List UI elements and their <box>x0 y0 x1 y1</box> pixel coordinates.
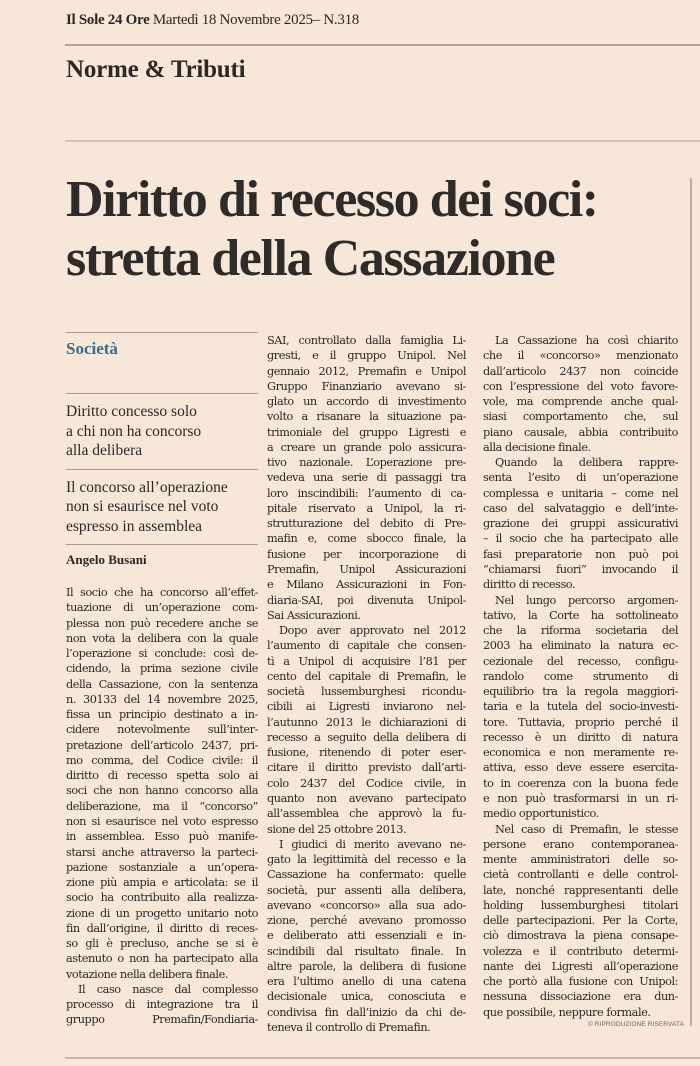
body-text-line: Nel lungo percorso argomen- <box>495 593 678 607</box>
subhead-line: alla delibera <box>66 442 143 459</box>
body-text-line: cidere notevolmente sull’inter- <box>66 723 258 737</box>
body-text-line: cietà controllanti e delle control- <box>483 868 678 882</box>
body-text-line: plessa non può recedere anche se <box>66 616 258 630</box>
body-text-line: vole, ma comprende anche qual- <box>483 395 678 409</box>
body-text-line: tì a Unipol di acquisire l’81 per <box>267 654 466 668</box>
body-text-line: economica e non meramente re- <box>483 746 678 760</box>
body-text-line: caso del salvataggio e dell’inte- <box>483 501 678 515</box>
body-text-line: fasi preparatorie non può poi <box>483 547 678 561</box>
body-text-line: processo di integrazione tra il <box>66 998 258 1012</box>
body-text-line: e deliberato atti essenziali e in- <box>267 929 466 943</box>
body-text-line: avevano «concorso» alla sua ado- <box>267 898 466 912</box>
article-column-3 <box>483 333 678 1020</box>
body-text-line: votazione nella delibera finale. <box>66 967 228 981</box>
body-text-line: ciò dimostrava la piena consape- <box>483 929 678 943</box>
sidebar-divider <box>66 332 258 333</box>
body-text-line: con l’espressione del voto favore- <box>483 379 678 393</box>
body-text-line: che il «concorso» menzionato <box>483 349 678 363</box>
body-text-line: medio opportunistico. <box>483 807 599 821</box>
body-text-line: fissa un principio destinato a in- <box>66 708 258 722</box>
section-title: Norme & Tributi <box>66 56 246 83</box>
body-text-line: volezza e il contributo determi- <box>483 944 678 958</box>
body-text-line: che portò alla fusione con Unipol: <box>483 975 678 989</box>
category-label: Società <box>66 339 118 358</box>
body-text-line: pretazione dell’articolo 2437, pri- <box>66 738 258 752</box>
body-text-line: mente amministratori delle so- <box>483 853 678 867</box>
section-divider <box>65 140 700 142</box>
body-text-line: condivisa fin dall’inizio da chi de- <box>267 1005 466 1019</box>
body-text-line: “chiamarsi fuori” invocando il <box>483 562 678 576</box>
body-text-line: e non può trasformarsi in un ri- <box>483 791 678 805</box>
body-text-line: colo 2437 del Codice civile, in <box>267 776 466 790</box>
subhead-line: a chi non ha concorso <box>66 422 202 440</box>
body-text-line: 2003 ha eliminato la natura ec- <box>483 639 678 653</box>
body-text-line: l’operazione si conclude: così de- <box>66 647 258 661</box>
body-text-line: tivo nazionale. L’operazione pre- <box>267 456 466 470</box>
body-text-line: società, pur assenti alla delibera, <box>267 883 466 897</box>
body-text-line: late, nonché rappresentanti delle <box>483 883 678 897</box>
subhead-2 <box>66 470 258 545</box>
body-text-line: piano causale, abbia contribuito <box>483 425 678 439</box>
body-text-line: nante dei Ligresti all’operazione <box>483 959 678 973</box>
body-text-line: recesso a seguito della delibera di <box>267 730 466 744</box>
body-text-line: deliberazione, ma il “concorso” <box>66 799 258 813</box>
body-text-line: loro inscindibili: l’aumento di ca- <box>267 486 466 500</box>
body-text-line: n. 30133 del 14 novembre 2025, <box>66 692 258 706</box>
body-text-line: so gli è precluso, anche se si è <box>66 937 258 951</box>
body-text-line: pazione sostanziale a un’opera- <box>66 860 258 874</box>
body-text-line: sione del 25 ottobre 2013. <box>267 822 407 836</box>
body-text-line: non si esaurisce nel voto espresso <box>66 814 258 828</box>
body-text-line: fin dall’origine, il diritto di reces- <box>66 921 258 935</box>
body-text-line: delle partecipazioni. Per la Corte, <box>483 914 678 928</box>
article-sidebar <box>66 332 258 568</box>
body-text-line: fusione per incorporazione di <box>267 547 466 561</box>
body-text-line: starsi anche attraverso la parteci- <box>66 845 258 859</box>
body-text-line: diritto di recesso. <box>483 578 576 592</box>
body-text-line: cibili ai Ligresti inviarono nel- <box>267 700 466 714</box>
body-text-line: Il socio che ha concorso all’effet- <box>66 586 258 599</box>
masthead-divider <box>65 44 700 46</box>
headline-line-1: Diritto di recesso dei soci: <box>66 171 598 228</box>
article-column-1 <box>66 585 258 1028</box>
body-text-line: que possibile, neppure formale. <box>483 1005 651 1019</box>
body-text-line: dall’articolo 2437 non coincide <box>483 364 678 378</box>
body-text-line: Gruppo Finanziario avevano si- <box>267 379 466 393</box>
body-text-line: La Cassazione ha così chiarito <box>495 334 678 347</box>
body-text-line: persone erano contemporanea- <box>483 837 678 851</box>
masthead <box>66 12 359 29</box>
body-text-line: zione, perché avevano promosso <box>267 914 466 928</box>
body-text-line: Cassazione ha confermato: quelle <box>267 868 466 882</box>
body-text-line: cento del capitale di Premafin, le <box>267 669 466 683</box>
newspaper-brand: Il Sole 24 Ore <box>66 12 150 28</box>
body-text-line: Sai Assicurazioni. <box>267 608 361 622</box>
body-text-line: SAI, controllato dalla famiglia Li- <box>267 334 466 347</box>
body-text-line: volto a risanare la situazione pa- <box>267 410 466 424</box>
body-text-line: cezionale del recesso, configu- <box>483 654 678 668</box>
subhead-1 <box>66 394 258 469</box>
body-text-line: quanto non avevano partecipato <box>267 791 466 805</box>
body-text-line: mo comma, del Codice civile: il <box>66 753 258 767</box>
body-text-line: Quando la delibera rappre- <box>495 456 678 470</box>
body-text-line: non vota la delibera con la quale <box>66 631 258 645</box>
article-column-2 <box>267 333 466 1035</box>
body-text-line: gruppo Premafin/Fondiaria- <box>66 1013 258 1027</box>
body-text-line: teneva il controllo di Premafin. <box>267 1020 431 1034</box>
body-text-line: alla decisione finale. <box>483 440 591 454</box>
body-text-line: gato la legittimità del recesso e la <box>267 853 466 867</box>
body-text-line: – il socio che ha partecipato alle <box>483 532 678 546</box>
body-text-line: tore. Tuttavia, proprio perché il <box>483 715 678 729</box>
right-column-divider <box>690 178 692 1026</box>
body-text-line: Dopo aver approvato nel 2012 <box>279 624 466 638</box>
body-text-line: socio ha contribuito alla realizza- <box>66 891 258 905</box>
body-text-line: equilibrio tra la regola maggiori- <box>483 685 678 699</box>
body-text-line: zione più ampia e articolata: se il <box>66 876 258 890</box>
body-text-line: zione di un progetto unitario noto <box>66 906 258 920</box>
body-text-line: to in coerenza con la buona fede <box>483 776 678 790</box>
author-byline: Angelo Busani <box>66 552 147 567</box>
body-text-line: gennaio 2012, Premafin e Unipol <box>267 364 466 378</box>
body-text-line: citare il diritto previsto dall’arti- <box>267 761 466 775</box>
body-text-line: trimoniale del gruppo Ligresti e <box>267 425 466 439</box>
body-text-line: scindibili dal risultato finale. In <box>267 944 466 958</box>
body-text-line: recesso è un diritto di natura <box>483 730 678 744</box>
body-text-line: taria e la tutela del socio-investi- <box>483 700 678 714</box>
body-text-line: complessa e unitaria – come nel <box>483 486 678 500</box>
subhead-line: espresso in assemblea <box>66 517 203 535</box>
subhead-line: non si esaurisce nel voto <box>66 498 219 515</box>
body-text-line: mafin e, come sbocco finale, la <box>267 532 466 546</box>
body-text-line: diaria-SAI, poi divenuta Unipol- <box>267 593 466 607</box>
body-text-line: diritto di recesso spetta solo ai <box>66 769 258 783</box>
body-text-line: I giudici di merito avevano ne- <box>279 837 466 851</box>
body-text-line: tuazione di un’operazione com- <box>66 601 258 615</box>
body-text-line: società lussemburghesi ricondu- <box>267 685 466 699</box>
body-text-line: che la riforma societaria del <box>483 624 678 638</box>
body-text-line: pitale riservato a Unipol, la ri- <box>267 501 466 515</box>
headline-line-2: stretta della Cassazione <box>66 230 555 287</box>
subhead-line: Il concorso all’operazione <box>66 478 228 496</box>
body-text-line: tativo, la Corte ha sottolineato <box>483 608 678 622</box>
body-text-line: decisionale unica, conosciuta e <box>267 990 466 1004</box>
body-text-line: siasi comportamento che, sul <box>483 410 678 424</box>
body-text-line: nessuna dissociazione era dun- <box>483 990 678 1004</box>
copyright-notice: © RIPRODUZIONE RISERVATA <box>588 1021 684 1028</box>
body-text-line: Il caso nasce dal complesso <box>78 982 258 996</box>
issue-date: Martedì 18 Novembre 2025– N.318 <box>152 12 359 28</box>
article-headline <box>66 170 686 288</box>
body-text-line: attiva, esso deve essere esercita- <box>483 761 678 775</box>
body-text-line: della Cassazione, con la sentenza <box>66 677 258 691</box>
body-text-line: altre parole, la delibera di fusione <box>267 959 466 973</box>
body-text-line: glato un accordo di investimento <box>267 395 466 409</box>
body-text-line: all’assemblea che approvò la fu- <box>267 807 466 821</box>
body-text-line: Nel caso di Premafin, le stesse <box>495 822 678 836</box>
body-text-line: l’aumento di capitale che consen- <box>267 639 466 653</box>
body-text-line: Premafin, Unipol Assicurazioni <box>267 562 466 576</box>
body-text-line: a creare un grande polo assicura- <box>267 440 466 454</box>
body-text-line: astenuto o non ha partecipato alla <box>66 952 258 966</box>
page-bottom-divider <box>65 1057 700 1059</box>
body-text-line: holding lussemburghesi titolari <box>483 898 678 912</box>
body-text-line: randolo come strumento di <box>483 669 678 683</box>
body-text-line: cidendo, la prima sezione civile <box>66 662 258 676</box>
body-text-line: e Milano Assicurazioni in Fon- <box>267 578 466 592</box>
body-text-line: l’autunno 2013 le dichiarazioni di <box>267 715 466 729</box>
body-text-line: era l’ultimo anello di una catena <box>267 975 466 989</box>
body-text-line: fusione, ritenendo di poter eser- <box>267 746 466 760</box>
subhead-line: Diritto concesso solo <box>66 403 197 420</box>
body-text-line: grazione dei gruppi assicurativi <box>483 517 678 531</box>
body-text-line: strutturazione del debito di Pre- <box>267 517 466 531</box>
body-text-line: in assemblea. Esso può manife- <box>66 830 258 844</box>
body-text-line: senta l’esito di un’operazione <box>483 471 678 485</box>
body-text-line: soci che non hanno concorso alla <box>66 784 258 798</box>
body-text-line: vedeva una serie di passaggi tra <box>267 471 466 485</box>
body-text-line: gresti, e il gruppo Unipol. Nel <box>267 349 466 363</box>
